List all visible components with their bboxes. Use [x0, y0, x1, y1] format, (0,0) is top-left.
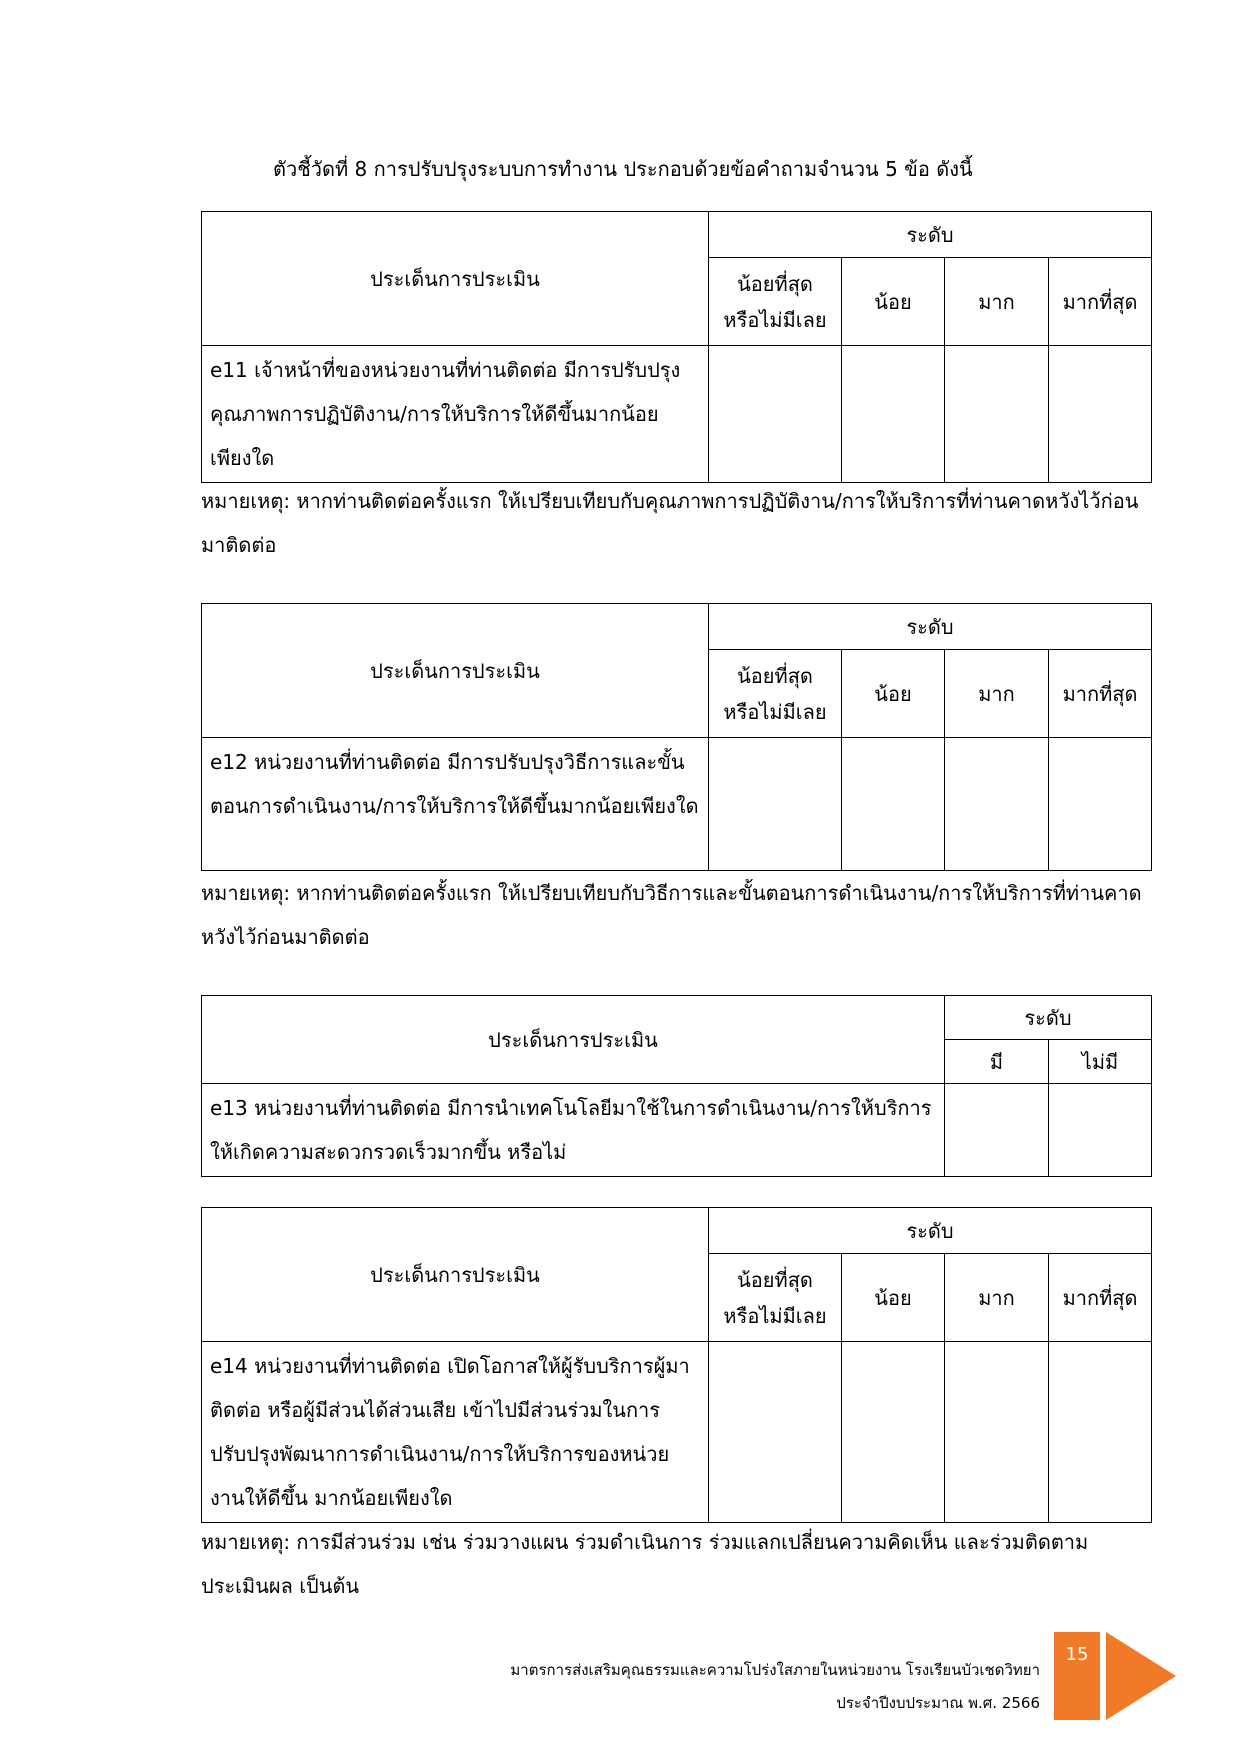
answer-cell-little[interactable] [842, 738, 945, 871]
level-little: น้อย [842, 1254, 945, 1342]
level-little: น้อย [842, 650, 945, 738]
answer-cell-much[interactable] [945, 1342, 1049, 1523]
footer-line2: ประจำปีงบประมาณ พ.ศ. 2566 [836, 1694, 1040, 1712]
header-issue: ประเด็นการประเมิน [202, 1208, 709, 1342]
answer-cell-no[interactable] [1049, 1084, 1152, 1177]
question-text: e13 หน่วยงานที่ท่านติดต่อ มีการนำเทคโนโลยีมาใช้ในการดำเนินงาน/การให้บริการให้เกิดความสะดวกรวดเร็วมากขึ้น หรือไม่ [202, 1084, 945, 1177]
answer-cell-little[interactable] [842, 346, 945, 483]
level-most: มากที่สุด [1049, 258, 1152, 346]
question-table-e12 [201, 603, 1152, 871]
level-no: ไม่มี [1049, 1040, 1152, 1084]
answer-cell-much[interactable] [945, 346, 1049, 483]
answer-cell-much[interactable] [945, 738, 1049, 871]
arrow-right-icon [1106, 1632, 1176, 1720]
question-table-e13 [201, 995, 1152, 1177]
header-issue: ประเด็นการประเมิน [202, 996, 945, 1084]
header-level: ระดับ [709, 212, 1152, 258]
level-little: น้อย [842, 258, 945, 346]
answer-cell-most[interactable] [1049, 346, 1152, 483]
answer-cell-least[interactable] [709, 346, 842, 483]
answer-cell-most[interactable] [1049, 1342, 1152, 1523]
answer-cell-yes[interactable] [945, 1084, 1049, 1177]
level-yes: มี [945, 1040, 1049, 1084]
header-level: ระดับ [709, 1208, 1152, 1254]
header-issue: ประเด็นการประเมิน [202, 212, 709, 346]
level-least: น้อยที่สุด หรือไม่มีเลย [709, 1254, 842, 1342]
section-heading: ตัวชี้วัดที่ 8 การปรับปรุงระบบการทำงาน ประกอบด้วยข้อคำถามจำนวน 5 ข้อ ดังนี้ [273, 157, 973, 181]
header-issue: ประเด็นการประเมิน [202, 604, 709, 738]
answer-cell-most[interactable] [1049, 738, 1152, 871]
level-most: มากที่สุด [1049, 1254, 1152, 1342]
note-e11: หมายเหตุ: หากท่านติดต่อครั้งแรก ให้เปรียบเทียบกับคุณภาพการปฏิบัติงาน/การให้บริการที่ท่านคาดหวังไว้ก่อนมาติดต่อ [201, 489, 1139, 557]
page-number: 15 [1054, 1632, 1100, 1720]
question-text: e14 หน่วยงานที่ท่านติดต่อ เปิดโอกาสให้ผู้รับบริการผู้มาติดต่อ หรือผู้มีส่วนได้ส่วนเสีย เข้าไปมีส่วนร่วมในการปรับปรุงพัฒนาการดำเนินงาน/การให้บริการของหน่วยงานให้ดีขึ้น มากน้อยเพียงใด [202, 1342, 709, 1523]
question-table-e11 [201, 211, 1152, 483]
level-much: มาก [945, 1254, 1049, 1342]
note-e12: หมายเหตุ: หากท่านติดต่อครั้งแรก ให้เปรียบเทียบกับวิธีการและขั้นตอนการดำเนินงาน/การให้บริการที่ท่านคาดหวังไว้ก่อนมาติดต่อ [201, 881, 1142, 949]
level-least: น้อยที่สุด หรือไม่มีเลย [709, 258, 842, 346]
level-much: มาก [945, 258, 1049, 346]
level-much: มาก [945, 650, 1049, 738]
question-text: e11 เจ้าหน้าที่ของหน่วยงานที่ท่านติดต่อ มีการปรับปรุงคุณภาพการปฏิบัติงาน/การให้บริการให้ดีขึ้นมากน้อยเพียงใด [202, 346, 709, 483]
header-level: ระดับ [709, 604, 1152, 650]
level-least: น้อยที่สุด หรือไม่มีเลย [709, 650, 842, 738]
level-most: มากที่สุด [1049, 650, 1152, 738]
note-e14: หมายเหตุ: การมีส่วนร่วม เช่น ร่วมวางแผน ร่วมดำเนินการ ร่วมแลกเปลี่ยนความคิดเห็น และร่วมติดตามประเมินผล เป็นต้น [201, 1530, 1089, 1598]
answer-cell-least[interactable] [709, 738, 842, 871]
question-table-e14 [201, 1207, 1152, 1523]
answer-cell-little[interactable] [842, 1342, 945, 1523]
answer-cell-least[interactable] [709, 1342, 842, 1523]
header-level: ระดับ [945, 996, 1152, 1040]
question-text: e12 หน่วยงานที่ท่านติดต่อ มีการปรับปรุงวิธีการและขั้นตอนการดำเนินงาน/การให้บริการให้ดีขึ้นมากน้อยเพียงใด [202, 738, 709, 871]
footer-line1: มาตรการส่งเสริมคุณธรรมและความโปร่งใสภายในหน่วยงาน โรงเรียนบัวเชดวิทยา [510, 1661, 1040, 1679]
